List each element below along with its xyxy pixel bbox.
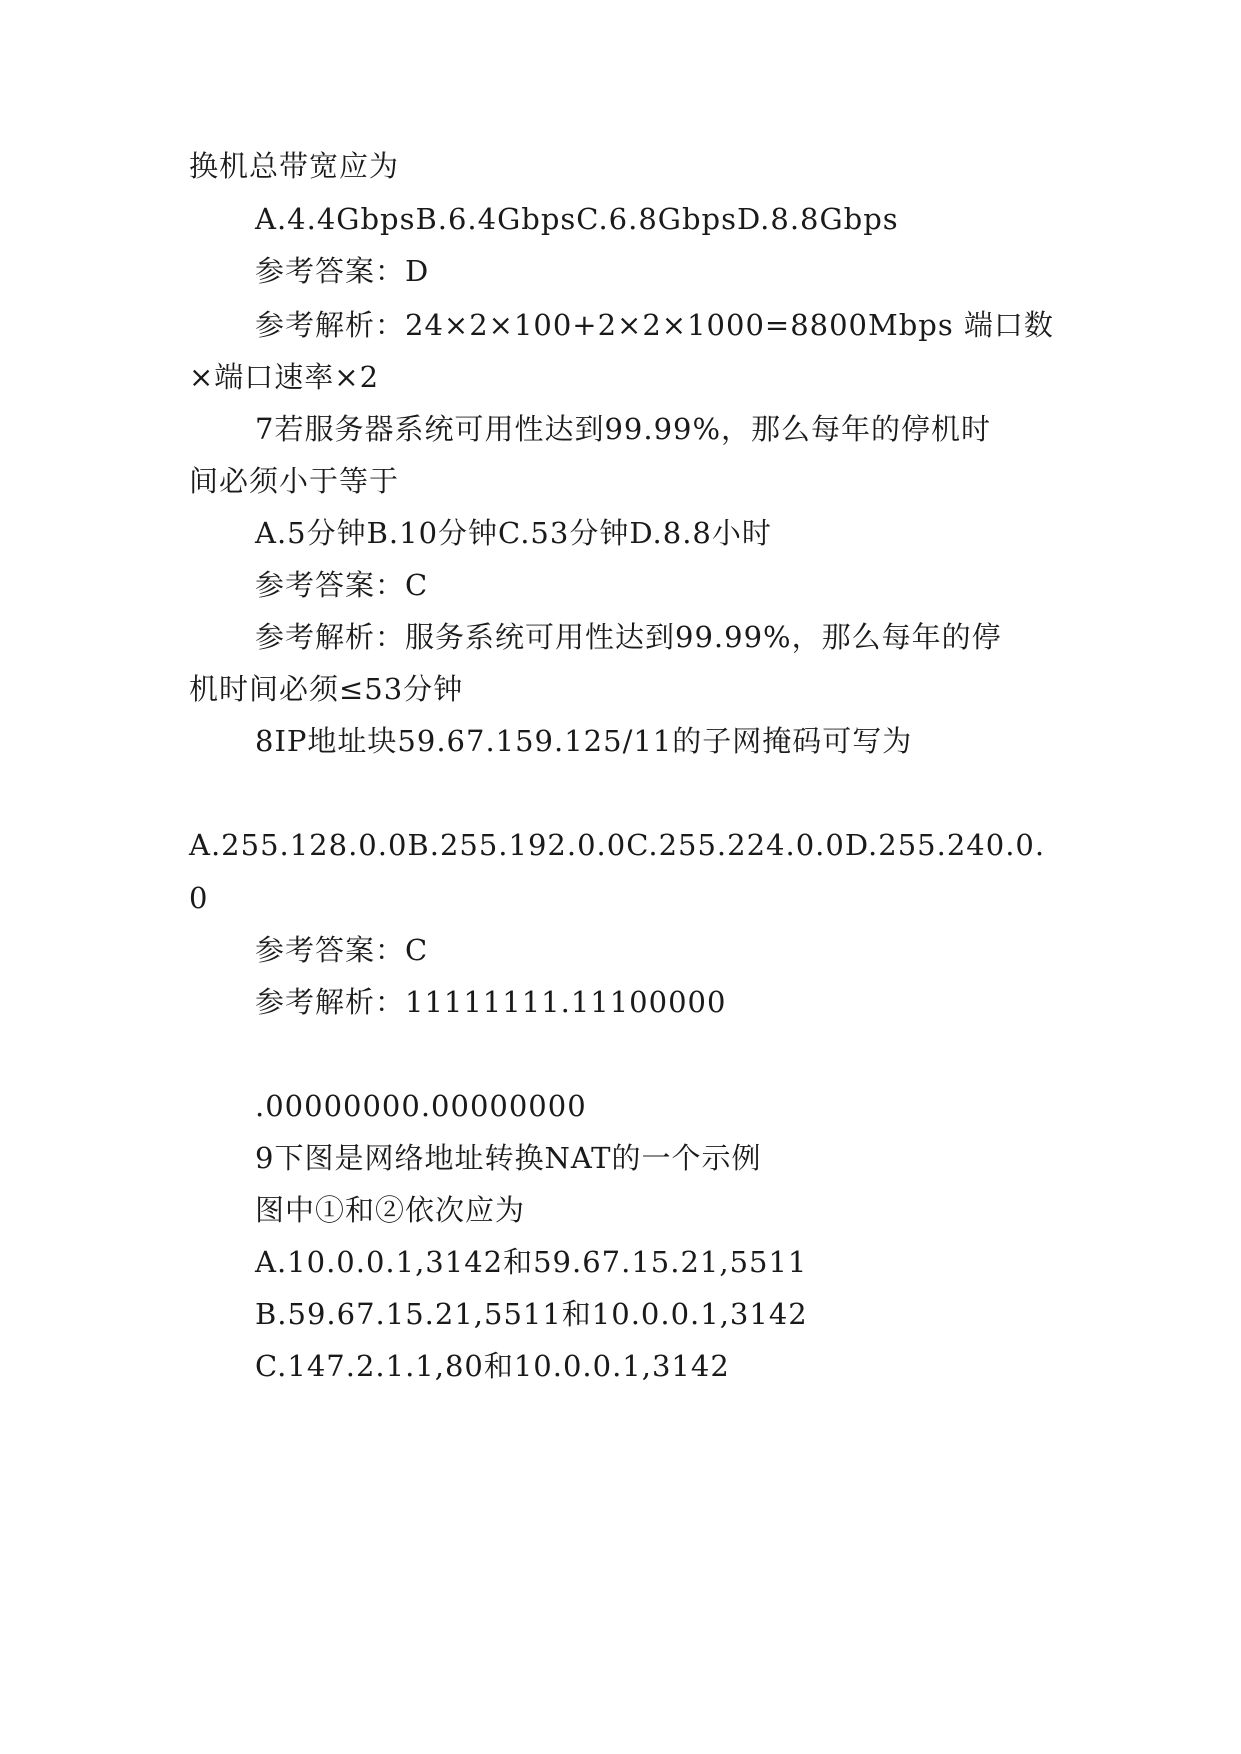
answer-line: 参考答案：C bbox=[255, 568, 429, 602]
analysis-line: 参考解析：服务系统可用性达到99.99%，那么每年的停 bbox=[255, 620, 1002, 654]
option-line: A.4.4GbpsB.6.4GbpsC.6.8GbpsD.8.8Gbps bbox=[255, 202, 899, 236]
answer-line: 参考答案：D bbox=[255, 254, 430, 288]
option-line: A.255.128.0.0B.255.192.0.0C.255.224.0.0D.255.240.0. bbox=[189, 828, 1046, 862]
text-line: 换机总带宽应为 bbox=[189, 149, 400, 183]
question-line: 7若服务器系统可用性达到99.99%，那么每年的停机时 bbox=[255, 412, 992, 446]
text-line: ×端口速率×2 bbox=[189, 360, 380, 394]
text-line: 间必须小于等于 bbox=[189, 464, 400, 498]
option-line: C.147.2.1.1,80和10.0.0.1,3142 bbox=[255, 1349, 730, 1383]
analysis-line: 参考解析：24×2×100+2×2×1000=8800Mbps 端口数 bbox=[255, 308, 1054, 342]
analysis-line: 参考解析：11111111.11100000 bbox=[255, 985, 727, 1019]
option-line: A.10.0.0.1,3142和59.67.15.21,5511 bbox=[255, 1245, 808, 1279]
option-line: B.59.67.15.21,5511和10.0.0.1,3142 bbox=[255, 1297, 808, 1331]
answer-line: 参考答案：C bbox=[255, 933, 429, 967]
text-line: 图中①和②依次应为 bbox=[255, 1193, 526, 1227]
question-line: 9下图是网络地址转换NAT的一个示例 bbox=[255, 1141, 762, 1175]
question-line: 8IP地址块59.67.159.125/11的子网掩码可写为 bbox=[255, 724, 913, 758]
text-line: 机时间必须≤53分钟 bbox=[189, 672, 464, 706]
text-line: .00000000.00000000 bbox=[255, 1089, 587, 1123]
option-line: A.5分钟B.10分钟C.53分钟D.8.8小时 bbox=[255, 516, 772, 550]
text-line: 0 bbox=[189, 881, 209, 915]
